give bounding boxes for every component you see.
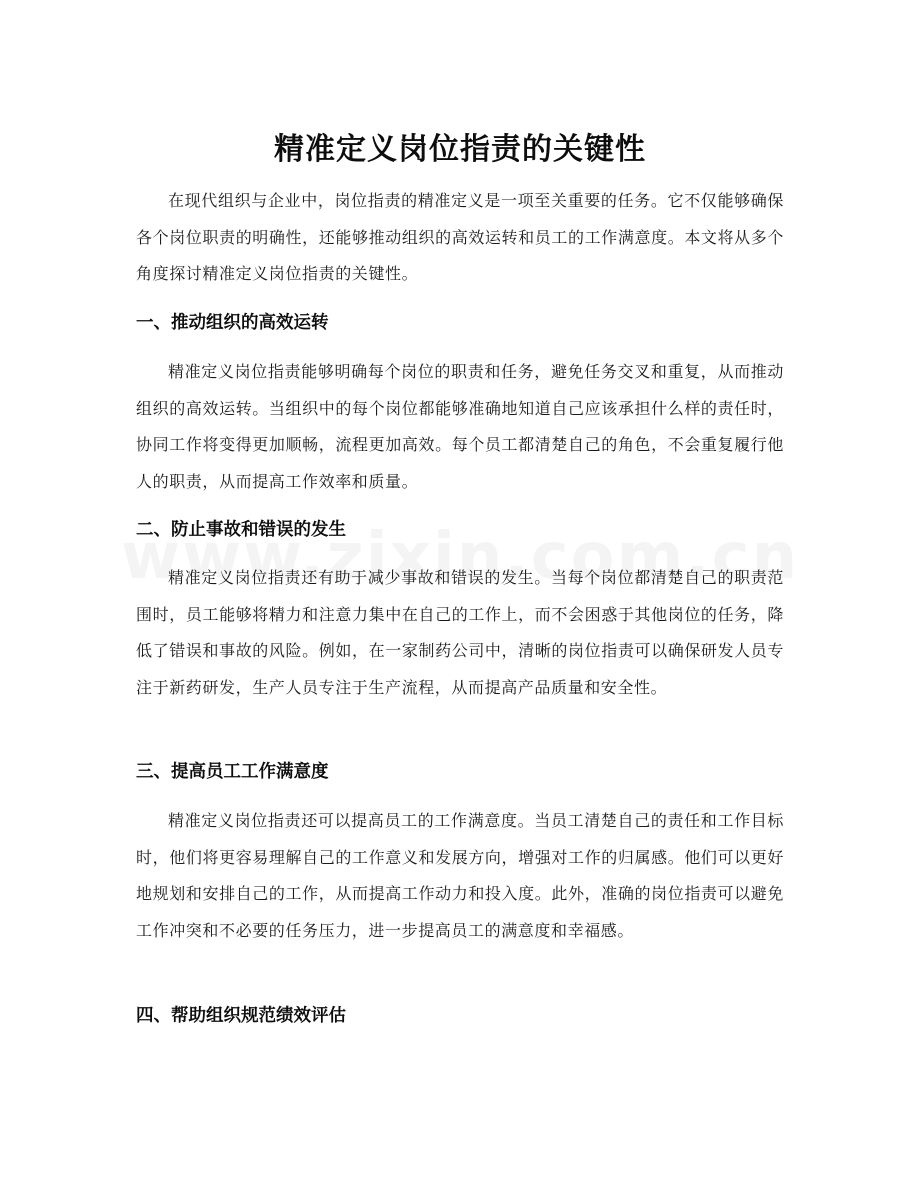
section-1-body: 精准定义岗位指责能够明确每个岗位的职责和任务，避免任务交叉和重复，从而推动组织的高效运转。当组织中的每个岗位都能够准确地知道自己应该承担什么样的责任时，协同工作将变得更加顺畅，流程更加高效。每个员工都清楚自己的角色，不会重复履行他人的职责，从而提高工作效率和质量。 <box>136 362 784 491</box>
section-3-body: 精准定义岗位指责还可以提高员工的工作满意度。当员工清楚自己的责任和工作目标时，他们将更容易理解自己的工作意义和发展方向，增强对工作的归属感。他们可以更好地规划和安排自己的工作，从而提高工作动力和投入度。此外，准确的岗位指责可以避免工作冲突和不必要的任务压力，进一步提高员工的满意度和幸福感。 <box>136 811 784 940</box>
intro-paragraph: 在现代组织与企业中，岗位指责的精准定义是一项至关重要的任务。它不仅能够确保各个岗位职责的明确性，还能够推动组织的高效运转和员工的工作满意度。本文将从多个角度探讨精准定义岗位指责的关键性。 <box>136 191 784 283</box>
document-title: 精准定义岗位指责的关键性 <box>274 132 646 168</box>
section-4-heading: 四、帮助组织规范绩效评估 <box>136 1006 346 1026</box>
section-2-heading: 二、防止事故和错误的发生 <box>136 520 346 540</box>
section-3-heading: 三、提高员工工作满意度 <box>136 762 329 782</box>
section-2-body: 精准定义岗位指责还有助于减少事故和错误的发生。当每个岗位都清楚自己的职责范围时，员工能够将精力和注意力集中在自己的工作上，而不会困惑于其他岗位的任务，降低了错误和事故的风险。例如，在一家制药公司中，清晰的岗位指责可以确保研发人员专注于新药研发，生产人员专注于生产流程，从而提高产品质量和安全性。 <box>136 568 784 697</box>
section-1-heading: 一、推动组织的高效运转 <box>136 313 329 333</box>
